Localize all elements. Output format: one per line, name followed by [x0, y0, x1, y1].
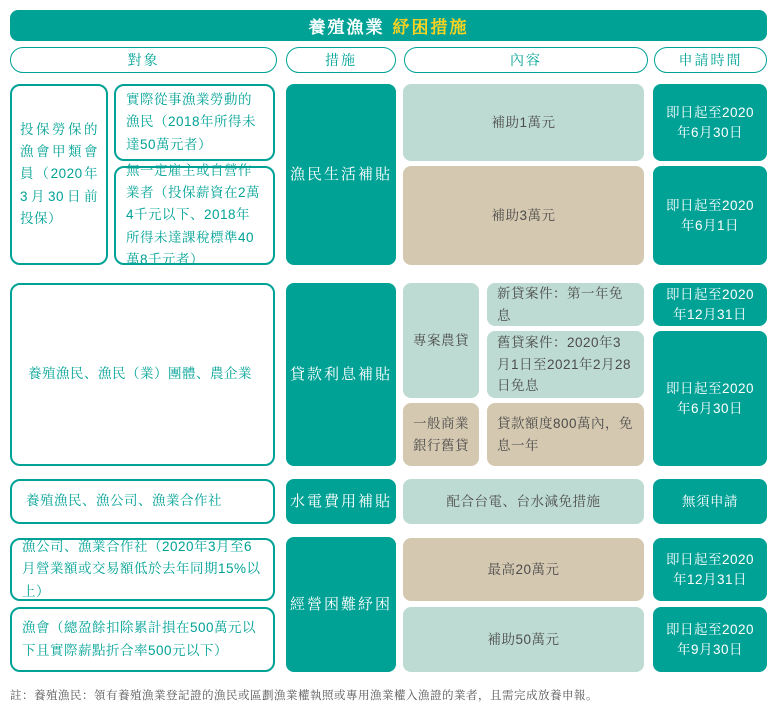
time-until-dec31-loan: 即日起至2020年12月31日 [653, 283, 767, 326]
time-until-sep30: 即日起至2020年9月30日 [653, 607, 767, 672]
content-subsidy-500k: 補助50萬元 [403, 607, 644, 672]
measure-living-subsidy: 漁民生活補貼 [286, 84, 396, 265]
target-farmers-groups-enterprises: 養殖漁民、漁民（業）團體、農企業 [10, 283, 275, 466]
column-header-target: 對象 [10, 47, 277, 73]
target-self-employed: 無一定雇主或自營作業者（投保薪資在2萬4千元以下、2018年所得未達課稅標準40萬8千元者） [114, 166, 275, 265]
target-companies-revenue-drop: 漁公司、漁業合作社（2020年3月至6月營業額或交易額低於去年同期15%以上） [10, 538, 275, 601]
title-main: 養殖漁業 [308, 18, 385, 37]
target-fishers-association: 漁會（總盈餘扣除累計損在500萬元以下且實際薪點折合率500元以下） [10, 607, 275, 672]
content-utility-reduction: 配合台電、台水減免措施 [403, 479, 644, 524]
content-subsidy-30k: 補助3萬元 [403, 166, 644, 265]
column-header-measure: 措施 [286, 47, 396, 73]
target-farmers-companies-coops: 養殖漁民、漁公司、漁業合作社 [10, 479, 275, 524]
content-loan-quota-8m: 貸款額度800萬內，免息一年 [487, 403, 644, 466]
footnote: 註：養殖漁民：領有養殖漁業登記證的漁民或區劃漁業權執照或專用漁業權入漁證的業者，且需完成放養申報。 [10, 690, 598, 702]
time-until-jun30: 即日起至2020年6月30日 [653, 84, 767, 161]
column-header-content: 內容 [404, 47, 648, 73]
sublabel-special-agri-loan: 專案農貸 [403, 283, 479, 398]
measure-operating-relief: 經營困難紓困 [286, 537, 396, 672]
time-until-jun1: 即日起至2020年6月1日 [653, 166, 767, 265]
measure-loan-interest-subsidy: 貸款利息補貼 [286, 283, 396, 466]
measure-utility-subsidy: 水電費用補貼 [286, 479, 396, 524]
content-new-loan-interest-free: 新貸案件：第一年免息 [487, 283, 644, 326]
content-max-200k: 最高20萬元 [403, 538, 644, 601]
title-highlight: 紓困措施 [392, 18, 469, 37]
time-no-application: 無須申請 [653, 479, 767, 524]
target-actual-fishers: 實際從事漁業勞動的漁民（2018年所得未達50萬元者） [114, 84, 275, 161]
page-title [10, 10, 767, 41]
time-until-jun30-loan: 即日起至2020年6月30日 [653, 331, 767, 466]
content-subsidy-10k: 補助1萬元 [403, 84, 644, 161]
time-until-dec31-relief: 即日起至2020年12月31日 [653, 538, 767, 601]
sublabel-commercial-bank-loan: 一般商業銀行舊貸 [403, 403, 479, 466]
target-insured-members: 投保勞保的漁會甲類會員（2020年3月30日前投保） [10, 84, 108, 265]
column-header-time: 申請時間 [654, 47, 767, 73]
content-old-loan-interest-free: 舊貸案件：2020年3月1日至2021年2月28日免息 [487, 331, 644, 398]
